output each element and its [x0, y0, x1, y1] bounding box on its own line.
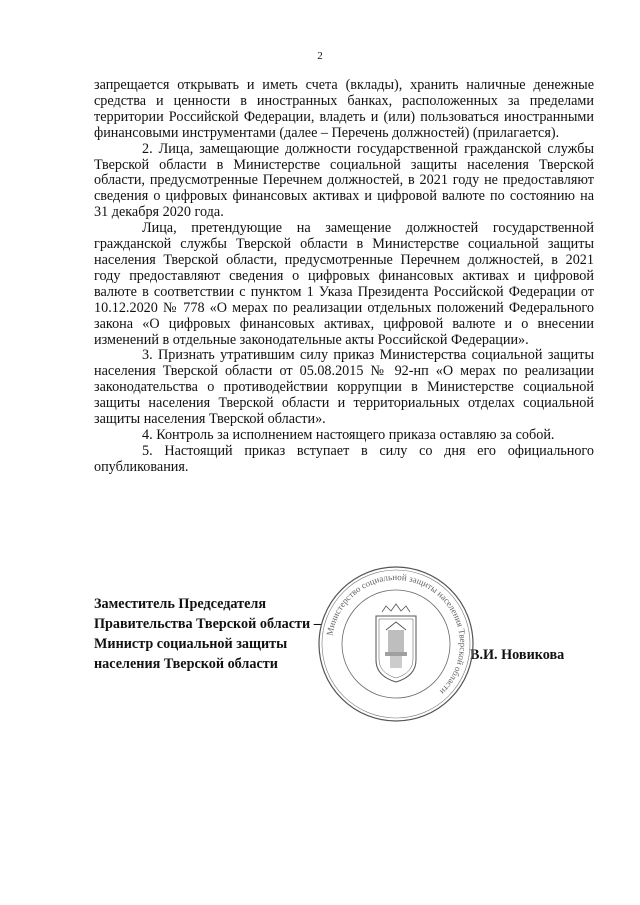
signatory-position: [94, 594, 321, 674]
paragraph-item-5: 5. Настоящий приказ вступает в силу со дня его официального опубликования.: [94, 442, 594, 475]
signatory-name: В.И. Новикова: [470, 647, 565, 663]
page-number: 2: [317, 50, 323, 62]
signatory-position-line: Министр социальной защиты: [94, 636, 288, 652]
coat-of-arms-emblem: [376, 604, 416, 682]
paragraph-item-4: 4. Контроль за исполнением настоящего приказа оставляю за собой.: [142, 426, 555, 443]
paragraph-item-3: 3. Признать утратившим силу приказ Министерства социальной защиты населения Тверской области от 05.08.2015 № 92-нп «О мерах по реализации законодательства о противодействии коррупции в Министерстве социальной защиты населения Тверской области и территориальных отделах социальной защиты населения Тверской области».: [94, 347, 594, 428]
paragraph-intro: запрещается открывать и иметь счета (вклады), хранить наличные денежные средства и ценности в иностранных банках, расположенных за пределами территории Российской Федерации, владеть и (или) пользоваться иностранными финансовыми инструментами (далее – Перечень должностей) (прилагается).: [94, 77, 594, 141]
seal-text: Министерство социальной защиты населения Тверской области: [324, 571, 469, 697]
paragraph-item-2: 2. Лица, замещающие должности государственной гражданской службы Тверской области в Министерстве социальной защиты населения Тверской области, предусмотренные Перечнем должностей, в 2021 году не предоставляют сведения о цифровых финансовых активах и цифровой валюте по состоянию на 31 декабря 2020 года.: [94, 140, 594, 221]
signatory-position-line: Заместитель Председателя: [94, 596, 267, 612]
signatory-position-line: населения Тверской области: [94, 656, 278, 672]
official-seal-stamp: [316, 564, 476, 724]
paragraph-item-2-candidates: Лица, претендующие на замещение должностей государственной гражданской службы Тверской области в Министерстве социальной защиты населения Тверской области, предусмотренные Перечнем должностей, в 2021 году предоставляют сведения о цифровых финансовых активах и цифровой валюте в соответствии с пунктом 1 Указа Президента Российской Федерации от 10.12.2020 № 778 «О мерах по реализации отдельных положений Федерального закона «О цифровых финансовых активах, цифровой валюте и о внесении изменений в отдельные законодательные акты Российской Федерации».: [94, 220, 594, 348]
document-body: [94, 78, 594, 476]
signatory-position-line: Правительства Тверской области –: [94, 616, 321, 632]
